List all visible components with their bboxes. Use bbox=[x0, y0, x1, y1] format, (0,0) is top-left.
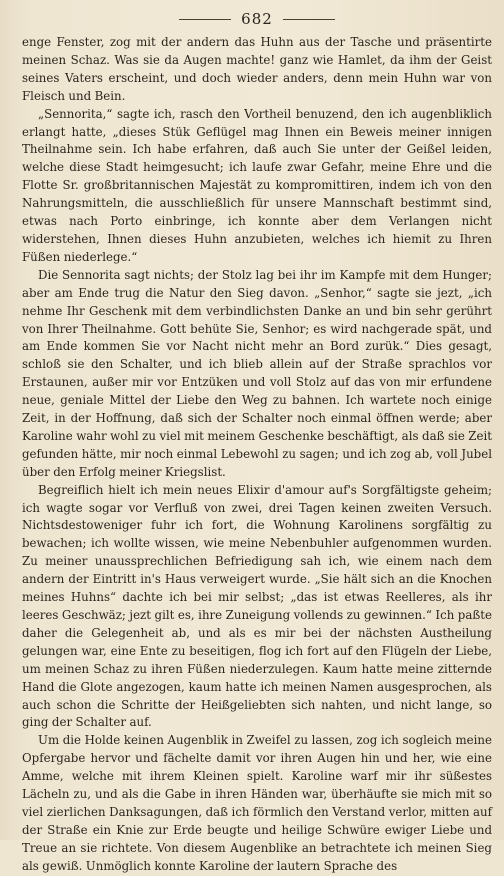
paragraph: enge Fenster, zog mit der andern das Huhn aus der Tasche und präsentirte meinen Schaz. Was sie da Augen machte! ganz wie Hamlet, da ihm der Geist seines Vaters erscheint, und doch wieder anders, denn mein Huhn war von Fleisch und Bein. bbox=[22, 35, 492, 103]
paragraph: Um die Holde keinen Augenblik in Zweifel zu lassen, zog ich sogleich meine Opfergabe hervor und fächelte damit vor ihren Augen hin und her, wie eine Amme, welche mit ihrem Kleinen spielt. Karoline warf mir ihr süßestes Lächeln zu, und als die Gabe in ihren Händen war, überhäufte sie mich mit so viel zierlichen Danksagungen, daß ich förmlich den Verstand verlor, mitten auf der Straße ein Knie zur Erde beugte und heilige Schwüre ewiger Liebe und Treue an sie richtete. Von diesem Augenblike an betrachtete ich meinen Sieg als gewiß. Unmöglich konnte Karoline der lautern Sprache des bbox=[22, 733, 492, 873]
header-rule-left bbox=[179, 19, 231, 20]
paragraph: Die Sennorita sagt nichts; der Stolz lag bei ihr im Kampfe mit dem Hunger; aber am Ende trug die Natur den Sieg davon. „Senhor,“ sagte sie jezt, „ich nehme Ihr Geschenk mit dem verbindlichsten Danke an und bin sehr gerührt von Ihrer Theilnahme. Gott behüte Sie, Senhor; es wird nachgerade spät, und am Ende kommen Sie vor Nacht nicht mehr an Bord zurük.“ Dies gesagt, schloß sie den Schalter, und ich blieb allein auf der Straße sprachlos vor Erstaunen, außer mir vor Entzüken und voll Stolz auf das von mir erfundene neue, geniale Mittel der Liebe den Weg zu bahnen. Ich wartete noch einige Zeit, in der Hoffnung, daß sich der Schalter noch einmal öffnen werde; aber Karoline wahr wohl zu viel mit meinem Geschenke beschäftigt, als daß sie Zeit gefunden hätte, mir noch einmal Lebewohl zu sagen; und ich zog ab, voll Jubel über den Erfolg meiner Kriegslist. bbox=[22, 267, 492, 479]
header-rule-right bbox=[283, 19, 335, 20]
paragraph: Begreiflich hielt ich mein neues Elixir d'amour auf's Sorgfältigste geheim; ich wagte sogar vor Verfluß von zwei, drei Tagen keinen zweiten Versuch. Nichtsdestoweniger fuhr ich fort, die Wohnung Karolinens sorgfältig zu bewachen; ich wollte wissen, wie meine Nebenbuhler aufgenommen wurden. Zu meiner unaussprechlichen Befriedigung sah ich, wie einem nach dem andern der Eintritt in's Haus verweigert wurde. „Sie hält sich an die Knochen meines Huhns“ dachte ich bei mir selbst; „das ist etwas Reelleres, als ihr leeres Geschwäz; jezt gilt es, ihre Zuneigung vollends zu gewinnen.“ Ich paßte daher die Gelegenheit ab, und als es mir bei der nächsten Austheilung gelungen war, eine Ente zu beseitigen, flog ich fort auf den Flügeln der Liebe, um meinen Schaz zu ihren Füßen niederzulegen. Kaum hatte meine zitternde Hand die Glote angezogen, kaum hatte ich meinen Namen ausgesprochen, als auch schon die Schritte der Heißgeliebten sich nahten, und nicht lange, so ging der Schalter auf. bbox=[22, 482, 492, 730]
body-text bbox=[22, 34, 492, 876]
page-number: 682 bbox=[241, 10, 273, 28]
paragraph: „Sennorita,“ sagte ich, rasch den Vortheil benuzend, den ich augenbliklich erlangt hatte, „dieses Stük Geflügel mag Ihnen ein Beweis meiner innigen Theilnahme sein. Ich habe erfahren, daß auch Sie unter der Geißel leiden, welche diese Stadt heimgesucht; ich laufe zwar Gefahr, meine Ehre und die Flotte Sr. großbritannischen Majestät zu kompromittiren, indem ich von den Nahrungsmitteln, die ausschließlich für unsere Mannschaft bestimmt sind, etwas nach Porto einbringe, ich konnte aber dem Verlangen nicht widerstehen, Ihnen dieses Huhn anzubieten, welches ich hiemit zu Ihren Füßen niederlege.“ bbox=[22, 106, 492, 264]
page-header bbox=[22, 8, 492, 30]
